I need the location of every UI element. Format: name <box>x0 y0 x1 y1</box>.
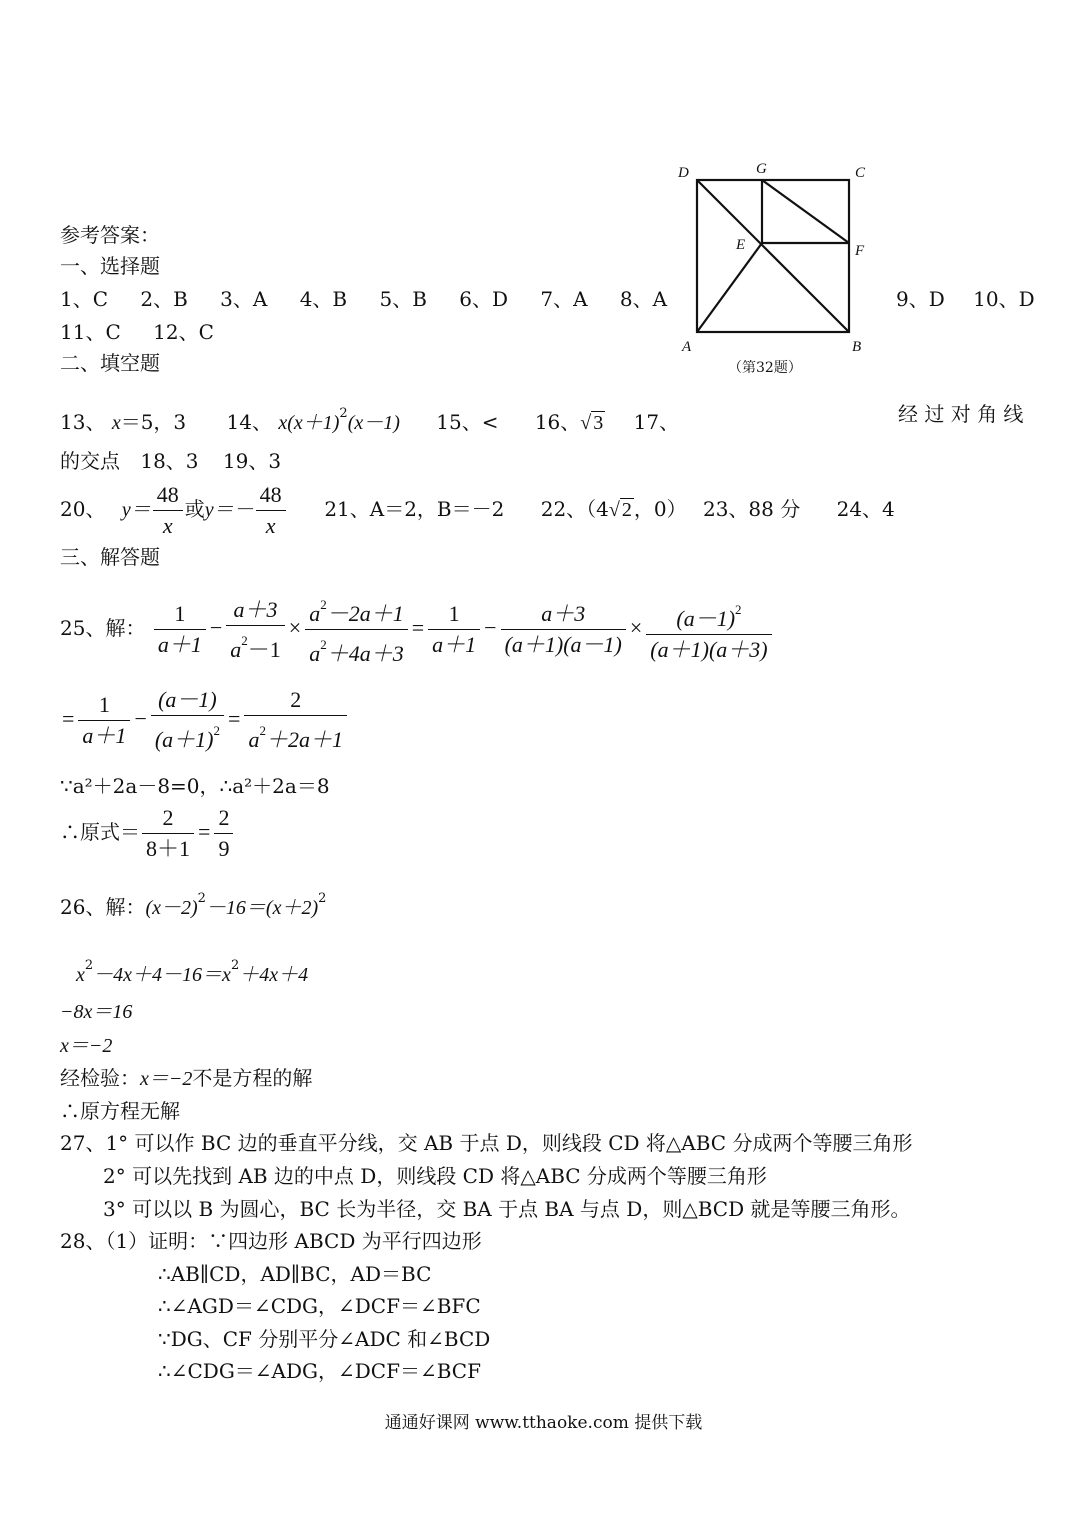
answers-title: 参考答案： <box>60 223 160 247</box>
q25-l2-f2-den-a: (a＋1) <box>154 727 214 752</box>
q26-label: 26、解： <box>60 895 146 919</box>
label-c: C <box>855 165 866 181</box>
q27-line-3: 3° 可以以 B 为圆心，BC 长为半径，交 BA 于点 BA 与点 D，则△BCD 就是等腰三角形。 <box>103 1197 911 1221</box>
q26-l1-exp2: 2 <box>318 891 327 906</box>
q25-f3-num-a: a <box>309 601 321 626</box>
segment-gf <box>762 180 849 243</box>
q14-label: 14、 <box>226 410 272 434</box>
figure-caption: （第32题） <box>728 360 802 376</box>
q26-line-4: x＝−2 <box>60 1035 113 1057</box>
q26-l2-a: x <box>76 964 85 986</box>
q17-text-a: 经 过 对 角 线 <box>898 402 1024 426</box>
choice-7: 7、A <box>540 287 588 311</box>
q25-res-f2-num: 2 <box>218 805 230 830</box>
q20-den: x <box>153 510 183 541</box>
q26-check-b: x＝−2 <box>140 1068 193 1090</box>
q27-line-2: 2° 可以先找到 AB 边的中点 D，则线段 CD 将△ABC 分成两个等腰三角形 <box>103 1164 767 1188</box>
q25-f3-den-b: ＋4a＋3 <box>326 641 404 666</box>
label-g: G <box>756 161 767 177</box>
q16-radicand: 3 <box>593 412 604 434</box>
q26-l2-exp2: 2 <box>230 958 240 973</box>
q25-l2-f2-den-exp: 2 <box>213 723 221 738</box>
q25-f6-num-a: (a－1) <box>676 605 736 631</box>
fill-row-3: 20、 y＝ $\frac{48}{x}$ 或y＝－ $\frac{48}{x}$ 21、A＝2，B＝－2 22、（4√ 2 ，0） 23、88 分 24、4 <box>60 478 895 541</box>
q14-exp: 2 <box>339 406 348 421</box>
page-footer: 通通好课网 www.tthaoke.com 提供下载 <box>384 1413 703 1433</box>
choice-row-1-right <box>896 286 1035 312</box>
q25-f6-den: (a＋1)(a＋3) <box>646 634 771 665</box>
choice-8: 8、A <box>619 287 668 311</box>
choice-2: 2、B <box>140 287 188 311</box>
q25-line-1: 25、解： $\frac{1}{a+1}$ − $\frac{a+3}{a^2-1}$ × $\frac{a^2-2a+1}{a^2+4a+3}$ = $\frac{1}{a+1}$ − $\frac{a+3}{(a+1)(a-1)}$ × $\frac{(a-1)^2}{(a+1)(a+3)}$ <box>60 590 774 669</box>
q25-condition: ∵a²＋2a－8=0，∴a²＋2a＝8 <box>60 774 330 798</box>
q25-f4-den: a＋1 <box>428 629 480 660</box>
q15-answer: 15、< <box>436 410 499 434</box>
q25-res-f1-den: 8＋1 <box>142 833 194 864</box>
q18-answer: 18、3 <box>140 449 199 473</box>
q25-label: 25、解： <box>60 616 146 640</box>
q27-line-1: 27、1° 可以作 BC 边的垂直平分线，交 AB 于点 D，则线段 CD 将△ABC 分成两个等腰三角形 <box>60 1131 913 1155</box>
fill-row-1: 13、 x＝5，3 14、 $x(x+1)^2(x-1)$ 15、< 16、√ 3 17、 <box>60 406 680 434</box>
q25-res-f1-num: 2 <box>162 805 174 830</box>
q26-l2-exp1: 2 <box>84 958 94 973</box>
q25-l2-f1-den: a＋1 <box>78 720 130 751</box>
choice-row-2 <box>60 319 214 345</box>
q25-f2-den-b: －1 <box>247 636 281 662</box>
q20-or: 或 <box>184 497 205 521</box>
q25-result: ∴原式＝ $\frac{2}{8+1}$ = $\frac{2}{9}$ <box>60 801 235 864</box>
q28-line-1: 28、（1）证明：∵四边形 ABCD 为平行四边形 <box>60 1229 482 1253</box>
q25-f3-den-a: a <box>309 641 321 666</box>
q17-text-b: 的交点 <box>60 449 120 473</box>
q13-answer: ＝5，3 <box>120 410 187 434</box>
q26-line-3: −8x＝16 <box>60 1001 133 1023</box>
q25-f4-num: 1 <box>448 601 460 626</box>
q17-label: 17、 <box>633 410 680 434</box>
section-choice: 一、选择题 <box>60 254 160 278</box>
q22-radicand: 2 <box>621 499 632 521</box>
q19-answer: 19、3 <box>222 449 282 473</box>
segment-ae <box>697 243 762 332</box>
q26-line-1 <box>60 886 326 921</box>
q25-result-label: ∴原式＝ <box>60 820 140 844</box>
q25-f6-num-exp: 2 <box>735 601 742 617</box>
choice-row-1 <box>60 286 667 312</box>
q25-l2-f3-den-a: a <box>248 727 260 752</box>
choice-9: 9、D <box>896 287 945 311</box>
q21-answer: 21、A＝2，B＝－2 <box>324 497 505 521</box>
q20-num: 48 <box>156 482 179 507</box>
q28-line-4: ∵DG、CF 分别平分∠ADC 和∠BCD <box>158 1327 491 1351</box>
q25-f1-den: a＋1 <box>154 629 206 660</box>
q26-l2-c: ＋4x＋4 <box>239 964 309 986</box>
q25-line-2: = $\frac{1}{a+1}$ − $\frac{(a-1)}{(a+1)^2}$ = $\frac{2}{a^2+2a+1}$ <box>60 685 349 755</box>
q28-line-3: ∴∠AGD＝∠CDG，∠DCF＝∠BFC <box>158 1294 481 1318</box>
q26-conclusion: ∴原方程无解 <box>60 1099 180 1123</box>
fill-row-2 <box>60 448 281 474</box>
q25-f5-num: a＋3 <box>541 601 586 626</box>
q26-l1-b: －16＝(x＋2) <box>205 897 319 919</box>
choice-6: 6、D <box>459 287 509 311</box>
q14-expr-b: (x－1) <box>347 412 400 434</box>
choice-1: 1、C <box>60 287 109 311</box>
q14-expr-a: x(x＋1) <box>278 412 340 434</box>
q24-answer: 24、4 <box>836 497 895 521</box>
q25-f3-den-exp: 2 <box>320 637 327 652</box>
geometry-figure <box>670 155 880 380</box>
q25-f2-den-exp: 2 <box>241 632 248 648</box>
section-solve: 三、解答题 <box>60 545 160 569</box>
q28-line-2: ∴AB∥CD，AD∥BC，AD＝BC <box>158 1262 432 1286</box>
section-fill: 二、填空题 <box>60 351 160 375</box>
label-f: F <box>855 243 865 259</box>
q26-l2-b: －4x＋4－16＝x <box>93 964 231 986</box>
q23-answer: 23、88 分 <box>702 497 801 521</box>
q13-x: x <box>111 412 121 434</box>
q25-f2-den-a: a <box>230 636 242 662</box>
q25-l2-f3-den-exp: 2 <box>259 723 266 738</box>
choice-12: 12、C <box>153 320 214 344</box>
q25-f3-num-exp: 2 <box>320 597 327 612</box>
q25-f3-num-b: －2a＋1 <box>326 601 404 626</box>
q22-label: 22、（4 <box>540 497 609 521</box>
q28-line-5: ∴∠CDG＝∠ADG，∠DCF＝∠BCF <box>158 1359 481 1383</box>
q25-res-f2-den: 9 <box>214 833 233 864</box>
q22-tail: ，0） <box>633 497 687 521</box>
q20-num-2: 48 <box>259 482 282 507</box>
label-e: E <box>736 237 746 253</box>
choice-5: 5、B <box>379 287 427 311</box>
q13-label: 13、 <box>60 410 106 434</box>
q25-f1-num: 1 <box>174 601 186 626</box>
q20-label: 20、 <box>60 497 106 521</box>
q20-y2: y＝－ <box>204 499 254 521</box>
q25-l2-f1-num: 1 <box>98 691 110 717</box>
q16-label: 16、 <box>534 410 581 434</box>
q26-l1-exp1: 2 <box>197 891 206 906</box>
label-b: B <box>852 339 862 355</box>
diagonal-db <box>697 180 849 332</box>
q25-l2-f3-num: 2 <box>290 687 302 712</box>
q20-den-2: x <box>256 510 286 541</box>
label-a: A <box>682 339 692 355</box>
choice-4: 4、B <box>299 287 348 311</box>
label-d: D <box>678 165 689 181</box>
q26-line-2 <box>76 953 308 988</box>
q26-check-a: 经检验： <box>60 1066 140 1090</box>
choice-10: 10、D <box>973 287 1035 311</box>
q25-l2-f2-num: (a－1) <box>158 687 217 712</box>
q26-l1-a: (x－2) <box>145 897 198 919</box>
q26-check <box>60 1065 312 1092</box>
q25-f5-den: (a＋1)(a－1) <box>501 629 626 660</box>
q25-f2-num: a＋3 <box>233 596 278 622</box>
choice-3: 3、A <box>220 287 268 311</box>
q26-check-c: 不是方程的解 <box>192 1066 313 1090</box>
choice-11: 11、C <box>60 320 121 344</box>
q25-l2-f3-den-b: ＋2a＋1 <box>265 727 343 752</box>
q20-y: y＝ <box>121 499 151 521</box>
